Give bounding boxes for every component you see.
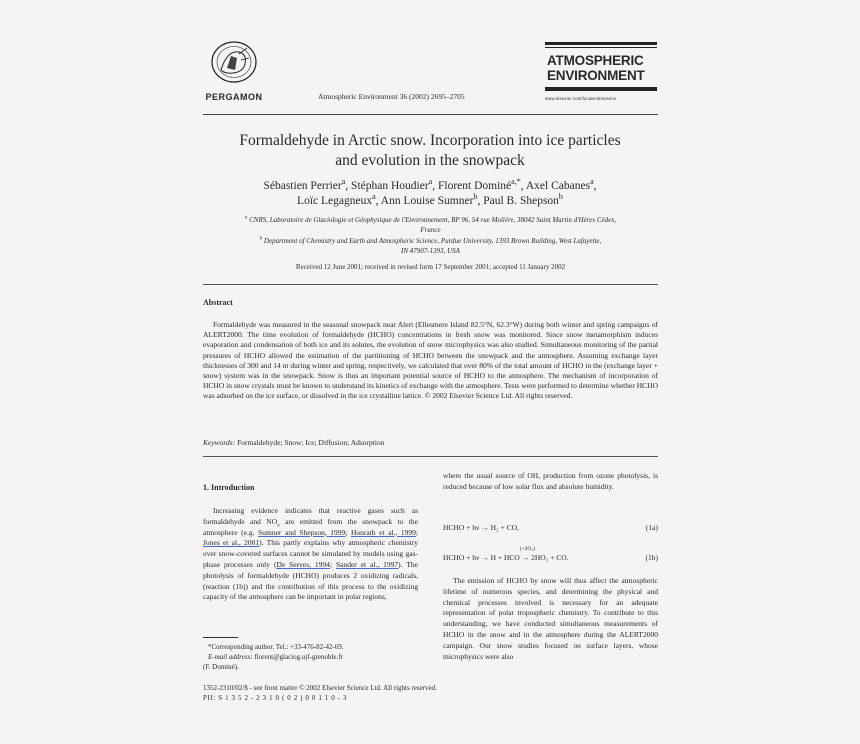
keywords-list: Formaldehyde; Snow; Ice; Diffusion; Adsorption xyxy=(237,438,385,447)
footnote-name: (F. Dominé). xyxy=(203,663,239,671)
author-affiliation-marker: a xyxy=(372,192,376,202)
author-name: , Ann Louise Sumner xyxy=(375,195,474,207)
equation-1b: HCHO + hν → H + HCO (+2O₂) → 2HO₂ + CO. (1b) xyxy=(443,546,658,562)
author-name: , Paul B. Shepson xyxy=(477,195,559,207)
journal-citation: Atmospheric Environment 36 (2002) 2695–2705 xyxy=(318,92,465,101)
intro-paragraph-1: Increasing evidence indicates that reactive gases such as formaldehyde and $NO_x$ are emitted from the snowpack to the atmosphere (e.g. Sumner and Shepson, 1999; Honrath et al., 1999; Jones et al., 2001). This partly explains why atmospheric chemistry over snow-covered surfaces cannot be simulated by models using gas-phase processes only (De Serves, 1994; Sander et al., 1997). The photolysis of formaldehyde (HCHO) produces 2 oxidizing radicals, (reaction (1b)) and the contribution of this process to the oxidizing capacity of the atmosphere can be important in polar regions, xyxy=(203,506,418,602)
intro-paragraph-2: The emission of HCHO by snow will thus affect the atmospheric lifetime of numerous species, and determining the physical and chemical processes involved is necessary for an adequate representation of polar tropospheric chemistry. To contribute to this understanding, we have conducted simultaneous measurements of HCHO in the snow and in the atmosphere during the ALERT2000 campaign. Our snow studies focused on surface layers, whose microphysics were also xyxy=(443,576,658,661)
email-link[interactable]: florent@glaciog.ujf-grenoble.fr xyxy=(252,653,343,661)
author-affiliation-marker: b xyxy=(558,192,563,202)
abstract-heading: Abstract xyxy=(203,298,233,307)
keywords xyxy=(203,438,658,447)
author-name: , xyxy=(593,180,597,192)
ref-link-deserves[interactable]: De Serves, 1994 xyxy=(276,559,330,569)
author-name: Loïc Legagneux xyxy=(297,195,373,207)
affiliation-b: $^b$ Department of Chemistry and Earth and Atmospheric Science, Purdue University, 1393 Brown Building, West Lafayette, IN 47907-1393, USA xyxy=(259,236,602,255)
journal-logo xyxy=(545,42,657,101)
publisher-name: PERGAMON xyxy=(205,92,263,102)
abstract-text: Formaldehyde was measured in the seasonal snowpack near Alert (Ellesmere Island 82.5°N, 62.3°W) during both winter and spring campaigns of ALERT2000. The time evolution of formaldehyde (HCHO) concentrations in fresh snow was monitored. Since snow metamorphism induces evaporation and condensation of both ice and its solutes, the evolution of snow microphysics was also studied. Simultaneous monitoring of the partial pressures of HCHO allowed the estimation of the partitioning of HCHO between the snowpack and the atmosphere. Assuming exchange layer thicknesses of 300 and 14 m during winter and spring, respectively, we calculated that over 80% of the total amount of HCHO in the (exchange layer + snow) system was in the snowpack. Snow is thus an important potential source of HCHO to the atmosphere. The mechanism of incorporation of HCHO in snow crystals must be known to understand its kinetics of exchange with the atmosphere. Tests were performed to determine whether HCHO was adsorbed on the ice surface, or dissolved in the ice crystalline lattice. © 2002 Elsevier Science Ltd. All rights reserved. xyxy=(203,320,658,401)
journal-logo-title: ATMOSPHERIC ENVIRONMENT xyxy=(547,53,645,83)
abstract-divider-top xyxy=(203,284,658,285)
pii-line: PII: S 1 3 5 2 - 2 3 1 0 ( 0 2 ) 0 0 1 1 0 - 3 xyxy=(203,694,348,702)
article-title: Formaldehyde in Arctic snow. Incorporation into ice particles and evolution in the snowpack xyxy=(239,132,621,169)
affiliation-a: $^a$ CNRS, Laboratoire de Glaciologie et Géophysique de l'Environnement, BP 96, 54 rue Molière, 38042 Saint Martin d'Hères Cédex, France xyxy=(244,215,617,234)
author-name: , Florent Dominé xyxy=(432,180,512,192)
author-affiliation-marker: b xyxy=(473,192,478,202)
equation-1a: HCHO + hν → H₂ + CO, (1a) xyxy=(443,523,658,532)
intro-paragraph-1-cont: where the usual source of OH, production from ozone photolysis, is reduced because of low solar flux and absolute humidity. xyxy=(443,471,658,491)
footnote-divider xyxy=(203,637,238,638)
section-heading-introduction: 1. Introduction xyxy=(203,483,255,492)
ref-link-sander[interactable]: Sander et al., 1997 xyxy=(335,559,399,569)
author-list xyxy=(200,179,660,209)
authors-line-2 xyxy=(200,194,660,209)
author-name: , Axel Cabanes xyxy=(520,180,591,192)
logo-rule-bottom xyxy=(545,88,657,91)
logo-rule-top-thin xyxy=(545,47,657,48)
equation-1a-number: (1a) xyxy=(645,523,658,532)
author-affiliation-marker: a xyxy=(428,177,433,187)
publisher-logo xyxy=(204,40,264,102)
pergamon-emblem-icon xyxy=(209,40,259,84)
footnote-email: E-mail address: florent@glaciog.ujf-grenoble.fr xyxy=(208,653,343,661)
received-dates: Received 12 June 2001; received in revised form 17 September 2001; accepted 11 January 2002 xyxy=(295,263,566,271)
header-divider xyxy=(203,114,658,115)
keywords-label: Keywords: xyxy=(203,438,236,447)
ref-link-honrath[interactable]: Honrath et al., 1999 xyxy=(350,527,416,537)
author-name: Sébastien Perrier xyxy=(263,180,342,192)
logo-rule-top xyxy=(545,42,657,45)
ref-link-sumner[interactable]: Sumner and Shepson, 1999 xyxy=(258,527,346,537)
ref-link-jones[interactable]: Jones et al., 2001 xyxy=(203,538,260,548)
footnote-corresponding: *Corresponding author. Tel.: +33-476-82-42-69. xyxy=(208,643,344,651)
author-affiliation-marker: a,* xyxy=(511,177,521,187)
author-affiliation-marker: a xyxy=(590,177,594,187)
author-affiliation-marker: a xyxy=(341,177,346,187)
equation-1b-number: (1b) xyxy=(645,553,658,562)
abstract-divider-bottom xyxy=(203,456,658,457)
author-name: , Stéphan Houdier xyxy=(345,180,429,192)
journal-url: www.elsevier.com/locate/atmosenv xyxy=(545,96,617,101)
authors-line-1 xyxy=(200,179,660,194)
copyright-line: 1352-2310/02/$ - see front matter © 2002 Elsevier Science Ltd. All rights reserved. xyxy=(203,684,437,692)
